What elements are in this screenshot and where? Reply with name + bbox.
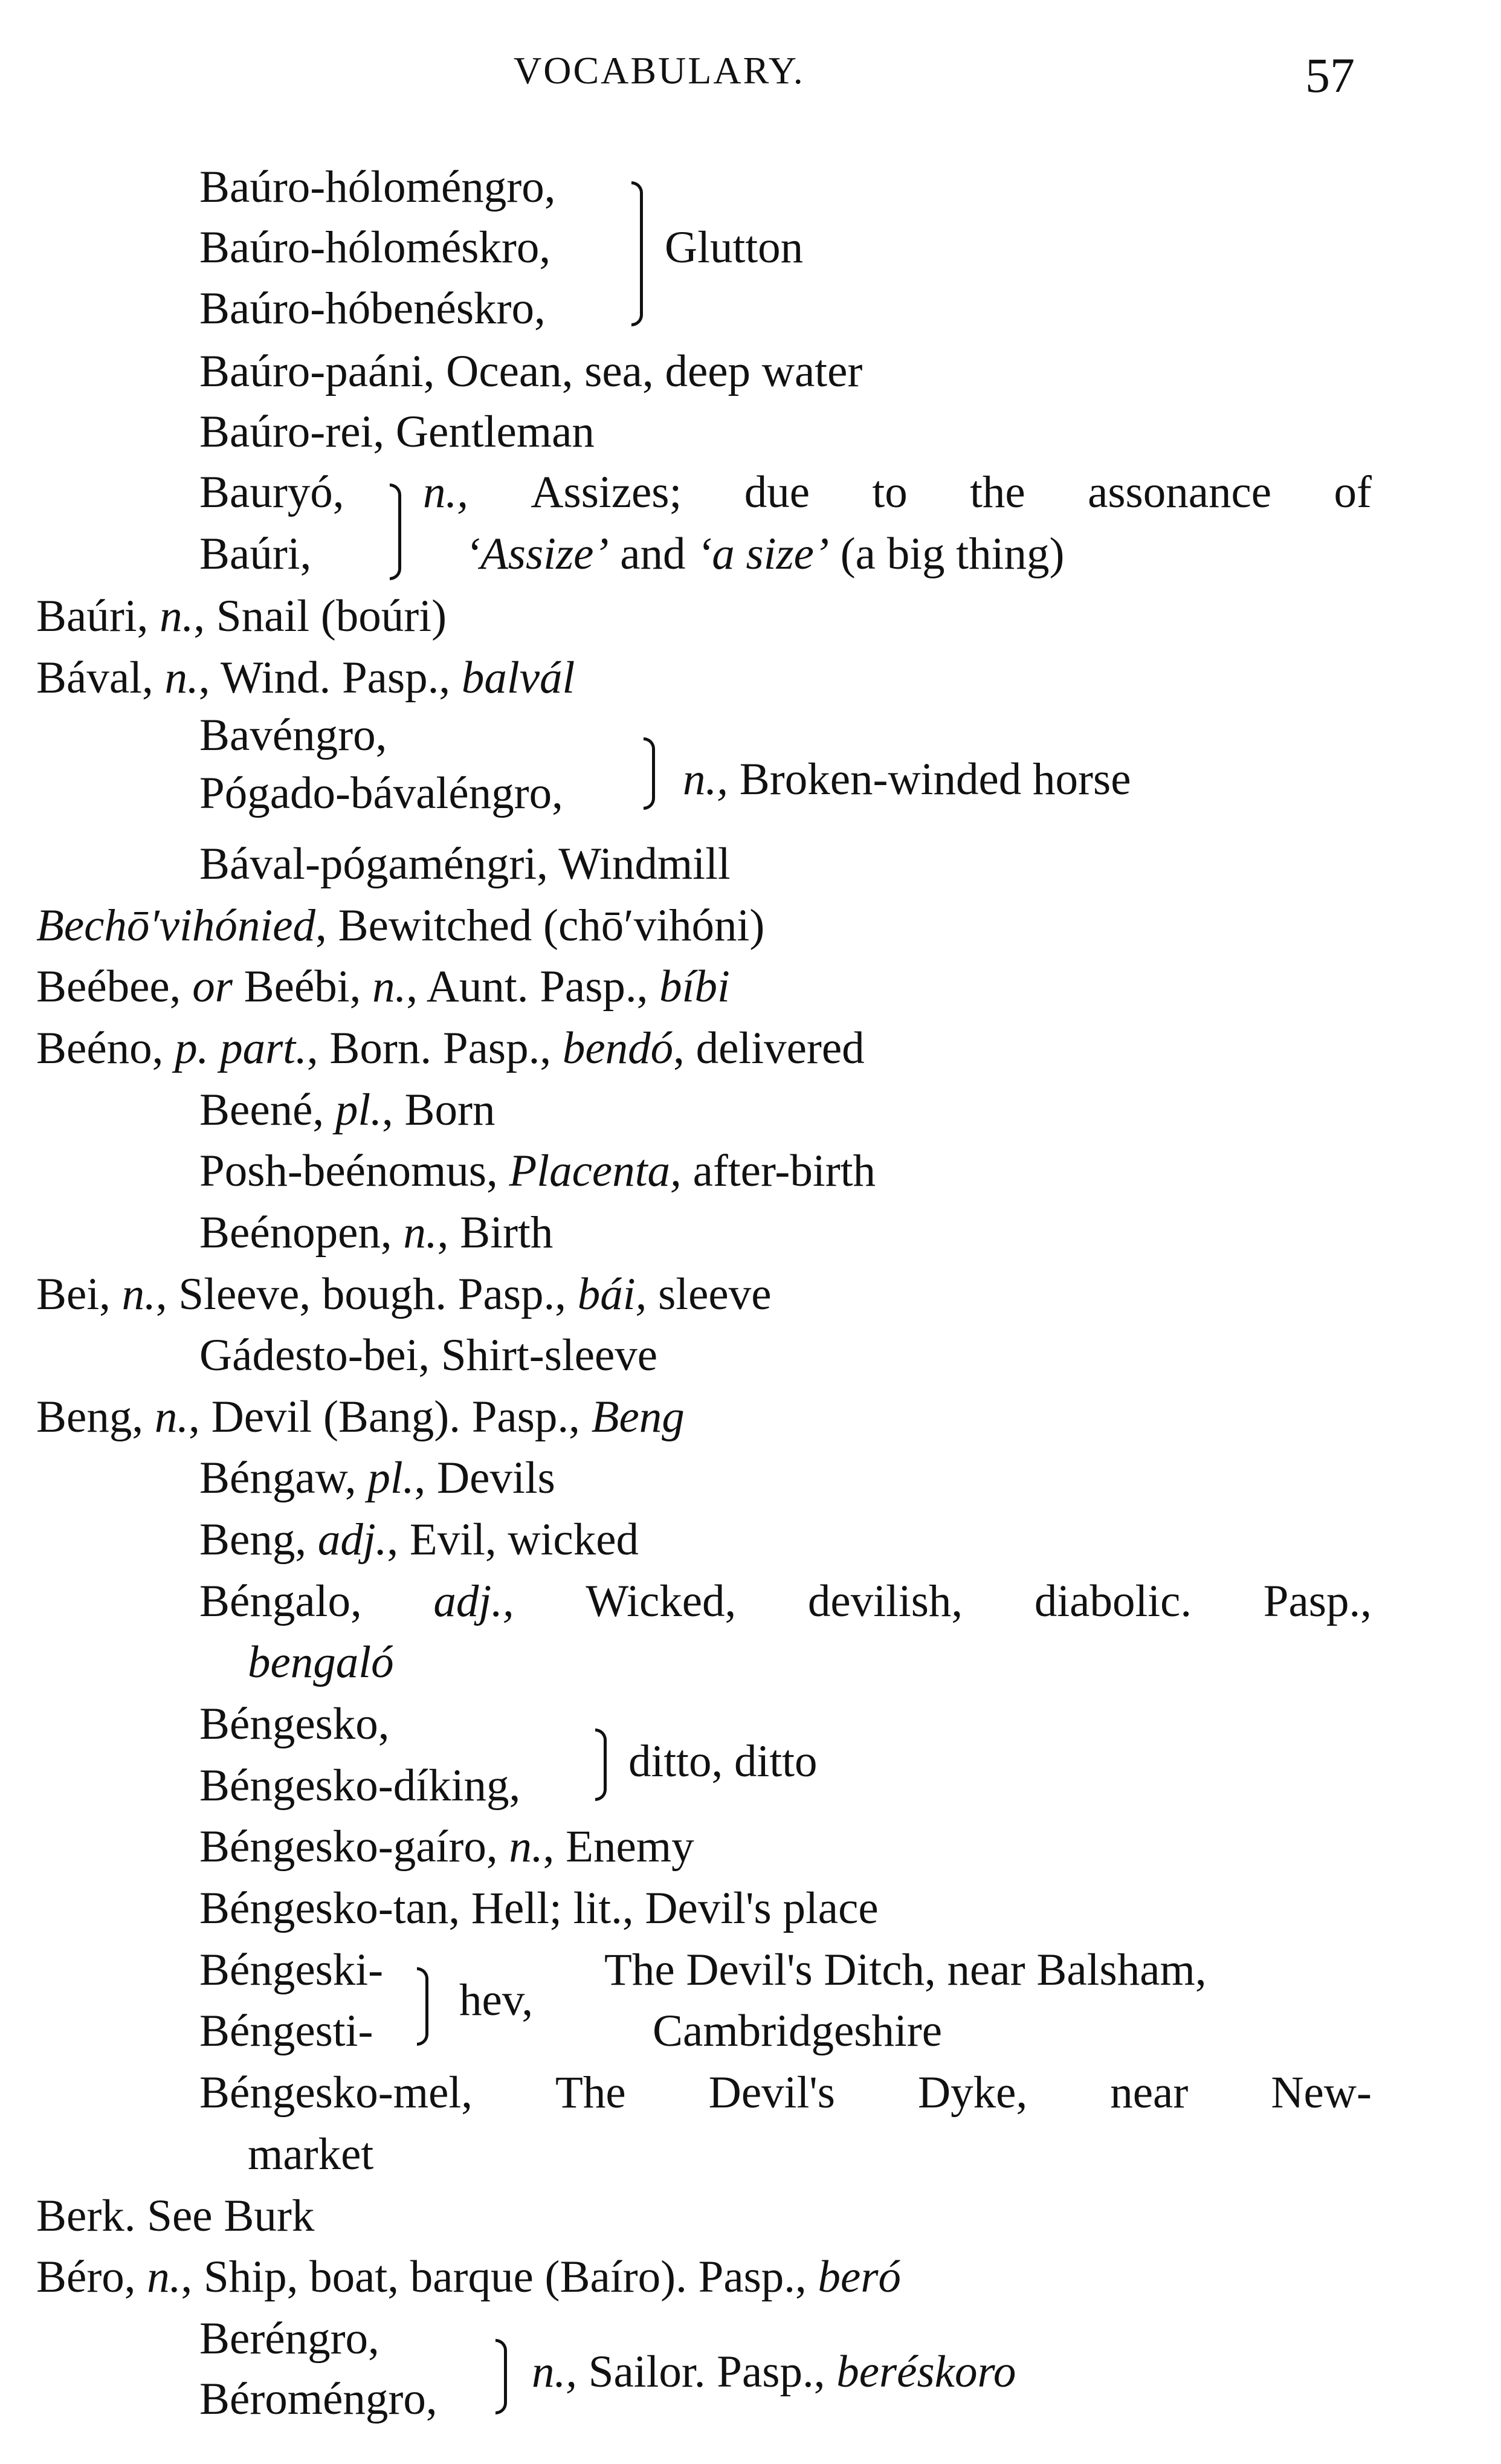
entry-line: Beené, pl., Born: [199, 1085, 495, 1135]
brace: [417, 1967, 428, 2046]
word: due: [744, 467, 810, 517]
entry-line: Beng, adj., Evil, wicked: [199, 1515, 639, 1565]
entry-line: Beng, n., Devil (Bang). Pasp., Beng: [36, 1392, 685, 1442]
brace: [595, 1728, 607, 1801]
word: Assizes;: [531, 467, 682, 517]
entry-headword: Beréngro,: [199, 2314, 379, 2364]
entry-headword: Béroméngro,: [199, 2374, 437, 2424]
brace: [390, 483, 401, 580]
entry-line: Baúri, n., Snail (boúri): [36, 591, 447, 641]
word: of: [1334, 467, 1372, 517]
entry-definition: n., Broken-winded horse: [683, 754, 1131, 804]
entry-line: Beéno, p. part., Born. Pasp., bendó, delivered: [36, 1023, 865, 1073]
entry-definition: hev,: [459, 1975, 534, 2025]
entry-line: Beénopen, n., Birth: [199, 1208, 554, 1258]
entry-headword: Baúro-hóloméskro,: [199, 222, 551, 273]
entry-line: Bechō′vihónied, Bewitched (chō′vihóni): [36, 901, 765, 951]
entry-headword: Béngesko,: [199, 1699, 390, 1749]
entry-line: Gádesto-bei, Shirt-sleeve: [199, 1330, 658, 1380]
entry-line: Bei, n., Sleeve, bough. Pasp., bái, sleeve: [36, 1269, 772, 1319]
entry-definition: ditto, ditto: [628, 1736, 818, 1787]
brace: [495, 2339, 507, 2414]
entry-headword: Béngesti-: [199, 2006, 373, 2056]
entry-definition: n., Sailor. Pasp., beréskoro: [532, 2347, 1016, 2397]
entry-continuation: market: [248, 2129, 374, 2179]
page-number: 57: [1305, 48, 1355, 103]
word: the: [970, 467, 1025, 517]
entry-line: Bával, n., Wind. Pasp., balvál: [36, 653, 575, 703]
word: to: [872, 467, 908, 517]
entry-definition: ‘Assize’ and ‘a size’ (a big thing): [465, 529, 1065, 579]
brace: [644, 737, 655, 810]
entry-line: Béngaw, pl., Devils: [199, 1453, 555, 1503]
entry-line: Béngesko-gaíro, n., Enemy: [199, 1822, 694, 1872]
entry-definition: Cambridgeshire: [653, 2006, 943, 2056]
grammar-label: n.,: [423, 467, 468, 517]
entry-definition: [423, 465, 1372, 520]
entry-headword: Baúri,: [199, 529, 312, 579]
running-header: VOCABULARY.: [514, 49, 805, 92]
entry-line: Berk. See Burk: [36, 2191, 315, 2241]
entry-line: Béngesko-tan, Hell; lit., Devil's place: [199, 1883, 879, 1933]
entry-line: Béngalo, adj., Wicked, devilish, diabolic. Pasp.,: [199, 1576, 1372, 1626]
entry-headword: Baúro-hóloméngro,: [199, 162, 556, 212]
entry-headword: Béngeski-: [199, 1945, 384, 1995]
entry-definition: The Devil's Ditch, near Balsham,: [604, 1945, 1207, 1995]
entry-line: Baúro-rei, Gentleman: [199, 407, 595, 457]
entry-headword: Béngesko-díking,: [199, 1761, 521, 1811]
entry-continuation: bengaló: [248, 1637, 394, 1687]
brace: [631, 181, 643, 326]
entry-headword: Bauryó,: [199, 467, 344, 517]
entry-headword: Bavéngro,: [199, 710, 387, 760]
word: assonance: [1088, 467, 1272, 517]
entry-line: Posh-beénomus, Placenta, after-birth: [199, 1146, 876, 1196]
entry-headword: Baúro-hóbenéskro,: [199, 283, 546, 334]
entry-headword: Pógado-bávaléngro,: [199, 768, 563, 818]
entry-line: Bával-pógaméngri, Windmill: [199, 839, 731, 889]
entry-line: Béro, n., Ship, boat, barque (Baíro). Pasp., beró: [36, 2252, 902, 2302]
entry-definition: Glutton: [665, 222, 804, 273]
entry-line: Beébee, or Beébi, n., Aunt. Pasp., bíbi: [36, 962, 730, 1012]
entry-line: Baúro-paáni, Ocean, sea, deep water: [199, 346, 863, 396]
entry-line: Béngesko-mel, The Devil's Dyke, near New-: [199, 2068, 1372, 2118]
